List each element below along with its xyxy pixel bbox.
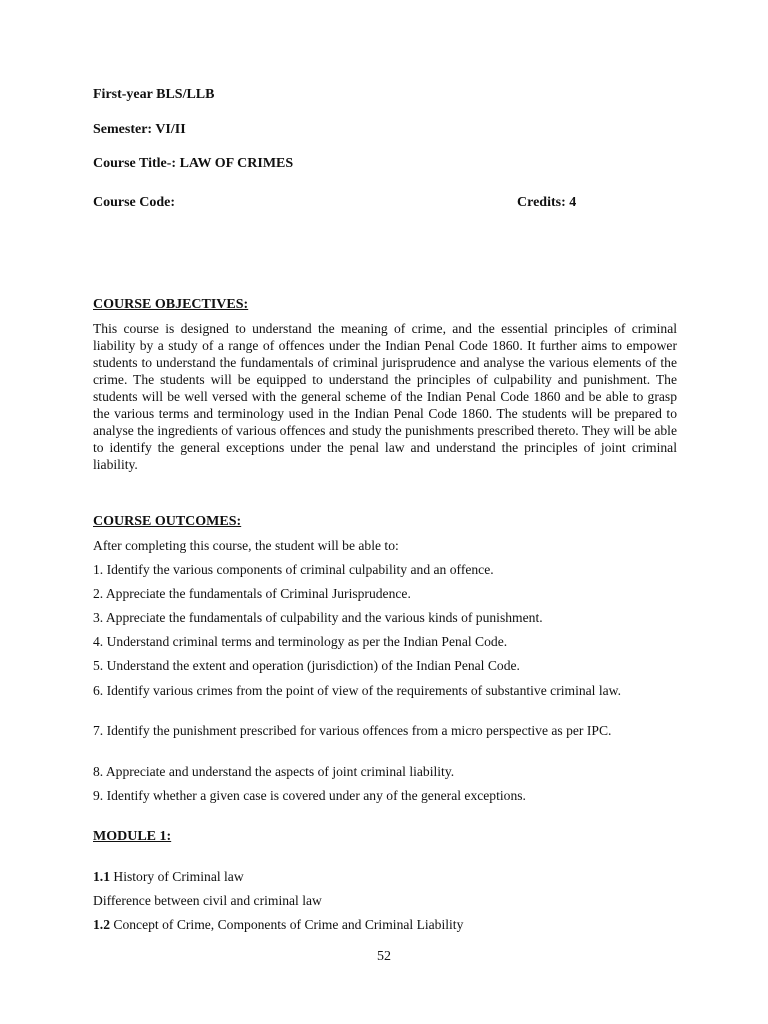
outcomes-intro: After completing this course, the student will be able to:	[93, 538, 399, 553]
outcome-item: 5. Understand the extent and operation (jurisdiction) of the Indian Penal Code.	[93, 658, 520, 673]
outcome-item: 2. Appreciate the fundamentals of Criminal Jurisprudence.	[93, 586, 411, 601]
outcome-item: 4. Understand criminal terms and terminology as per the Indian Penal Code.	[93, 634, 508, 649]
module-heading: MODULE 1:	[93, 829, 172, 844]
outcome-item: 6. Identify various crimes from the point of view of the requirements of substantive criminal law.	[93, 683, 621, 698]
module-line-1	[93, 868, 683, 885]
outcome-item: 1. Identify the various components of criminal culpability and an offence.	[93, 562, 494, 577]
outcome-item: 3. Appreciate the fundamentals of culpability and the various kinds of punishment.	[93, 610, 543, 625]
module-line-3-text: Concept of Crime, Components of Crime and Criminal Liability	[110, 917, 464, 932]
outcomes-heading: COURSE OUTCOMES:	[93, 514, 242, 529]
objectives-heading: COURSE OBJECTIVES:	[93, 297, 249, 312]
credits-label: Credits: 4	[517, 195, 577, 210]
module-line-1-number: 1.1	[93, 869, 110, 884]
module-line-3-number: 1.2	[93, 917, 110, 932]
module-line-3	[93, 916, 683, 933]
course-code-label: Course Code:	[93, 195, 176, 210]
module-line-2: Difference between civil and criminal law	[93, 893, 322, 908]
objectives-body: This course is designed to understand the meaning of crime, and the essential principles of criminal liability by a study of a range of offences under the Indian Penal Code 1860. It further aims to empower students to understand the fundamentals of criminal jurisprudence and analyse the various elements of the crime. The students will be equipped to understand the principles of culpability and punishment. The students will be well versed with the general scheme of the Indian Penal Code 1860 and be able to grasp the various terms and terminology used in the Indian Penal Code 1860. The students will be prepared to analyse the ingredients of various offences and study the punishments prescribed thereto. They will be able to identify the general exceptions under the penal law and understand the principles of joint criminal liability.	[93, 321, 677, 472]
program-label: First-year BLS/LLB	[93, 87, 215, 102]
outcome-item: 7. Identify the punishment prescribed for various offences from a micro perspective as per IPC.	[93, 723, 612, 738]
page-number: 52	[377, 949, 391, 964]
outcome-item: 9. Identify whether a given case is covered under any of the general exceptions.	[93, 788, 526, 803]
semester-label: Semester: VI/II	[93, 122, 186, 137]
module-line-1-text: History of Criminal law	[110, 869, 244, 884]
course-title: Course Title-: LAW OF CRIMES	[93, 156, 294, 171]
outcome-item: 8. Appreciate and understand the aspects of joint criminal liability.	[93, 764, 455, 779]
